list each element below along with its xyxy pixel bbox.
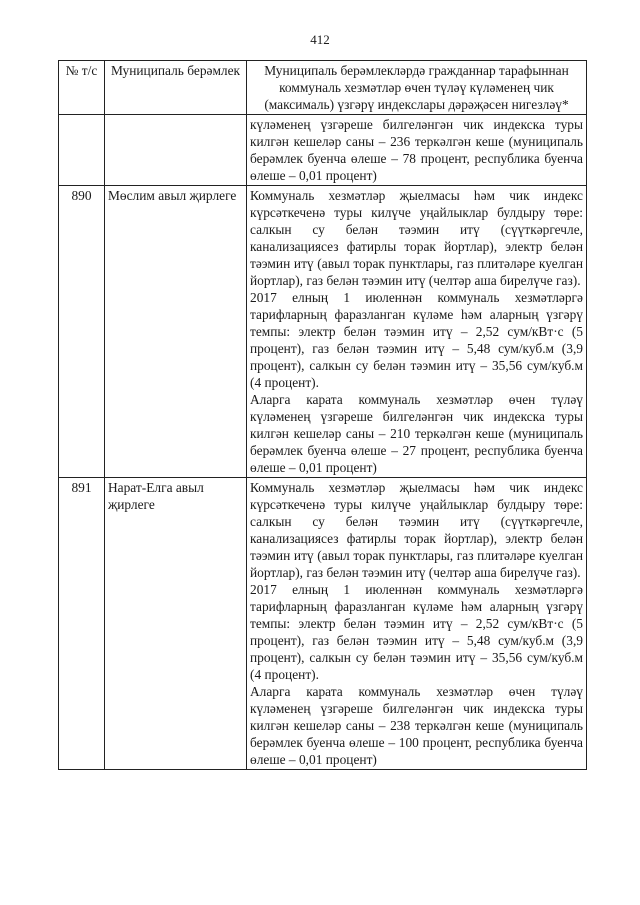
- table-row: [59, 478, 587, 770]
- row-municipality: Мөслим авыл җирлеге: [105, 186, 247, 478]
- row-paragraph: 2017 елның 1 июленнән коммуналь хезмәтләргә тарифларның фаразланган күләме һәм аларның үзгәрү темпы: электр белән тәэмин итү – 2,52 сум/кВт·с (5 процент), газ белән тәэмин итү – 5,48 сум/куб.м (3,9 процент), салкын су белән тәэмин итү – 35,56 сум/куб.м (4 процент).: [250, 582, 583, 682]
- continuation-text: күләменең үзгәреше билгеләнгән чик индекска туры килгән кешеләр саны – 236 теркәлгән кеше (муниципаль берәмлек буенча өлеше – 78 процент, республика буенча өлеше – 0,01 процент): [250, 117, 583, 183]
- table-header-row: [59, 61, 587, 115]
- header-municipality: Муниципаль берәмлек: [105, 61, 247, 115]
- tariff-table: [58, 60, 587, 770]
- row-paragraph: Коммуналь хезмәтләр җыелмасы һәм чик индекс күрсәткеченә туры килүче уңайлыклар булдыру төре: салкын су белән тәэмин итү (сүүткәргечле, канализациясез фатирлы торак йортлар), электр белән тәэмин итү (авыл торак пунктлары, газ плитәләре куелган йортлар), газ белән тәэмин итү (челтәр аша бирелүче газ).: [250, 480, 583, 580]
- table-row-continuation: [59, 115, 587, 186]
- page-number: 412: [310, 32, 330, 47]
- continuation-desc-cell: [247, 115, 587, 186]
- header-description: Муниципаль берәмлекләрдә гражданнар тарафыннан коммуналь хезмәтләр өчен түләү күләменең чик (максималь) үзгәрү индекслары дәрәҗәсен нигезләү*: [247, 61, 587, 115]
- row-description: [247, 186, 587, 478]
- header-num: № т/с: [59, 61, 105, 115]
- row-paragraph: Аларга карата коммуналь хезмәтләр өчен түләү күләменең үзгәреше билгеләнгән чик индекска туры килгән кешеләр саны – 238 теркәлгән кеше (муниципаль берәмлек буенча өлеше – 100 процент, республика буенча өлеше – 0,01 процент): [250, 684, 583, 767]
- row-num: 891: [59, 478, 105, 770]
- row-paragraph: Коммуналь хезмәтләр җыелмасы һәм чик индекс күрсәткеченә туры килүче уңайлыклар булдыру төре: салкын су белән тәэмин итү (сүүткәргечле, канализациясез фатирлы торак йортлар), электр белән тәэмин итү (авыл торак пунктлары, газ плитәләре куелган йортлар), газ белән тәэмин итү (челтәр аша бирелүче газ).: [250, 188, 583, 288]
- continuation-num-cell: [59, 115, 105, 186]
- table-row: [59, 186, 587, 478]
- continuation-name-cell: [105, 115, 247, 186]
- row-municipality: Нарат-Елга авыл җирлеге: [105, 478, 247, 770]
- row-num: 890: [59, 186, 105, 478]
- row-paragraph: 2017 елның 1 июленнән коммуналь хезмәтләргә тарифларның фаразланган күләме һәм аларның үзгәрү темпы: электр белән тәэмин итү – 2,52 сум/кВт·с (5 процент), газ белән тәэмин итү – 5,48 сум/куб.м (3,9 процент), салкын су белән тәэмин итү – 35,56 сум/куб.м (4 процент).: [250, 290, 583, 390]
- row-paragraph: Аларга карата коммуналь хезмәтләр өчен түләү күләменең үзгәреше билгеләнгән чик индекска туры килгән кешеләр саны – 210 теркәлгән кеше (муниципаль берәмлек буенча өлеше – 27 процент, республика буенча өлеше – 0,01 процент): [250, 392, 583, 475]
- row-description: [247, 478, 587, 770]
